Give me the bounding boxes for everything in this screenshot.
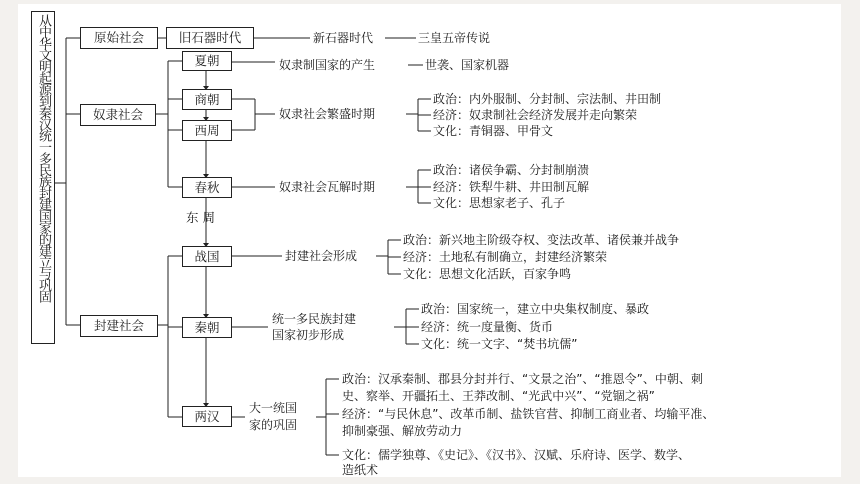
han-stage-line1: 大一统国 bbox=[249, 401, 298, 415]
zhanguo-economy: 经济：土地私有制确立，封建经济繁荣 bbox=[403, 250, 608, 264]
period-warring-states: 战国 bbox=[182, 246, 232, 267]
xia-stage: 奴隶制国家的产生 bbox=[279, 58, 376, 72]
han-culture-line2: 造纸术 bbox=[342, 463, 379, 477]
qin-politics: 政治：国家统一，建立中央集权制度、暴政 bbox=[421, 302, 650, 316]
han-politics-line1: 政治：汉承秦制、郡县分封并行、“文景之治”、“推恩令”、中朝、刺 bbox=[342, 372, 703, 386]
period-neolithic: 新石器时代 bbox=[313, 31, 374, 45]
era-slave-society: 奴隶社会 bbox=[80, 104, 156, 126]
era-feudal-society: 封建社会 bbox=[80, 315, 158, 337]
chunqiu-culture: 文化：思想家老子、孔子 bbox=[433, 196, 566, 210]
chunqiu-politics: 政治：诸侯争霸、分封制崩溃 bbox=[433, 163, 590, 177]
period-spring-autumn: 春秋 bbox=[182, 177, 232, 198]
dynasty-han: 两汉 bbox=[182, 406, 232, 427]
period-paleolithic: 旧石器时代 bbox=[166, 27, 254, 49]
chunqiu-economy: 经济：铁犁牛耕、井田制瓦解 bbox=[433, 180, 590, 194]
eastern-zhou-label: 东 周 bbox=[186, 210, 215, 225]
qin-stage-line1: 统一多民族封建 bbox=[272, 312, 357, 326]
xizhou-stage: 奴隶社会繁盛时期 bbox=[279, 107, 376, 121]
qin-culture: 文化：统一文字、“焚书坑儒” bbox=[421, 337, 578, 351]
han-economy-line2: 抑制豪强、解放劳动力 bbox=[342, 424, 463, 438]
diagram-title: 从中华文明起源到秦汉统一多民族封建国家的建立与巩固 bbox=[31, 11, 55, 344]
dynasty-xia: 夏朝 bbox=[182, 51, 232, 71]
han-culture-line1: 文化：儒学独尊、《史记》、《汉书》、汉赋、乐府诗、医学、数学、 bbox=[342, 448, 691, 462]
era-primitive-society: 原始社会 bbox=[80, 27, 158, 49]
xizhou-culture: 文化：青铜器、甲骨文 bbox=[433, 124, 554, 138]
dynasty-shang: 商朝 bbox=[182, 89, 232, 110]
xia-detail: 世袭、国家机器 bbox=[425, 58, 510, 72]
chunqiu-stage: 奴隶社会瓦解时期 bbox=[279, 180, 376, 194]
qin-stage-line2: 国家初步形成 bbox=[272, 328, 345, 342]
dynasty-western-zhou: 西周 bbox=[182, 120, 232, 141]
qin-economy: 经济：统一度量衡、货币 bbox=[421, 320, 554, 334]
zhanguo-stage: 封建社会形成 bbox=[285, 249, 358, 263]
zhanguo-politics: 政治：新兴地主阶级夺权、变法改革、诸侯兼并战争 bbox=[403, 233, 680, 247]
xizhou-economy: 经济：奴隶制社会经济发展并走向繁荣 bbox=[433, 108, 638, 122]
dynasty-qin: 秦朝 bbox=[182, 317, 232, 338]
xizhou-politics: 政治：内外服制、分封制、宗法制、井田制 bbox=[433, 92, 662, 106]
legend-three-emperors: 三皇五帝传说 bbox=[418, 31, 491, 45]
han-stage-line2: 家的巩固 bbox=[249, 418, 298, 432]
han-politics-line2: 史、察举、开疆拓土、王莽改制、“光武中兴”、“党锢之祸” bbox=[342, 389, 655, 403]
zhanguo-culture: 文化：思想文化活跃，百家争鸣 bbox=[403, 267, 572, 281]
han-economy-line1: 经济：“与民休息”、改革币制、盐铁官营、抑制工商业者、均输平准、 bbox=[342, 407, 715, 421]
